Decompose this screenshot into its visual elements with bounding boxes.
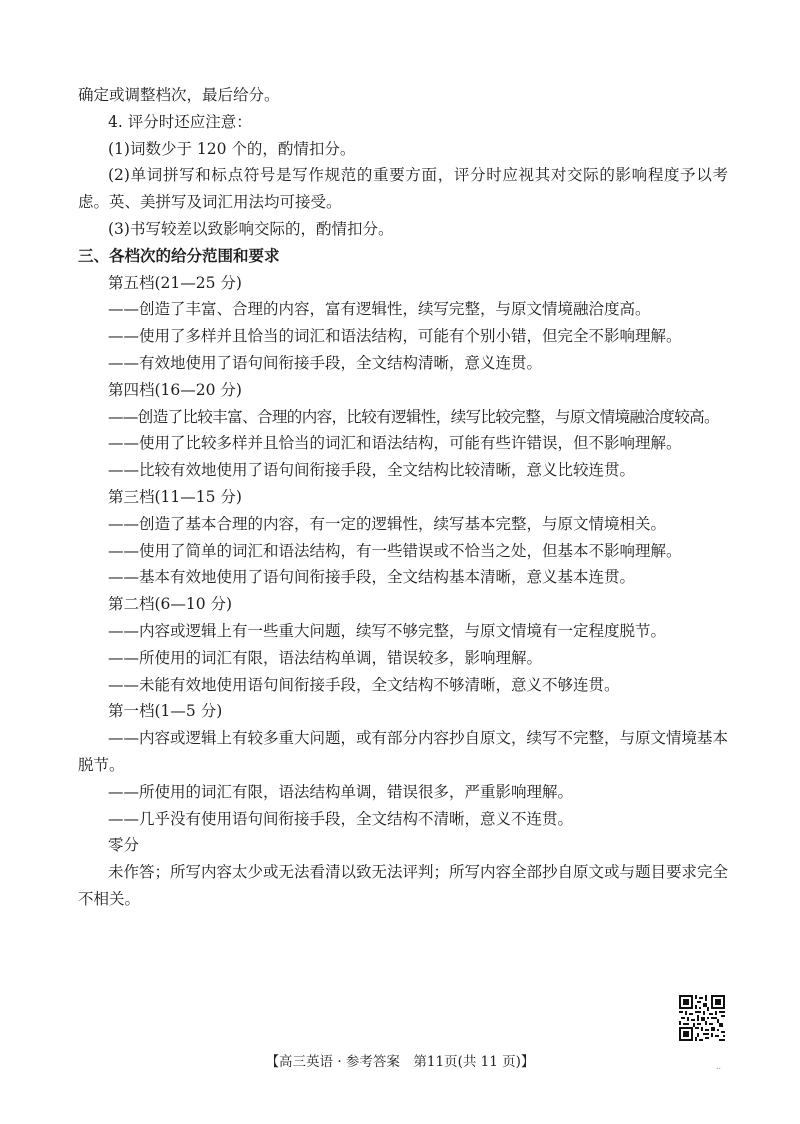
criterion-line: ——内容或逻辑上有一些重大问题，续写不够完整，与原文情境有一定程度脱节。 xyxy=(108,621,667,640)
text-line: (3)书写较差以致影响交际的，酌情扣分。 xyxy=(108,219,394,238)
criterion-line: ——未能有效地使用语句间衔接手段，全文结构不够清晰，意义不够连贯。 xyxy=(108,675,620,694)
text-line: (1)词数少于 120 个的，酌情扣分。 xyxy=(108,139,356,158)
criterion-line: ——创造了比较丰富、合理的内容，比较有逻辑性，续写比较完整，与原文情境融洽度较高。 xyxy=(108,407,719,426)
criterion-line: ——创造了基本合理的内容，有一定的逻辑性，续写基本完整，与原文情境相关。 xyxy=(108,514,667,533)
criterion-line: ——基本有效地使用了语句间衔接手段，全文结构基本清晰，意义基本连贯。 xyxy=(108,568,636,587)
criterion-line: ——比较有效地使用了语句间衔接手段，全文结构比较清晰，意义比较连贯。 xyxy=(108,461,636,480)
corner-mark: .. xyxy=(716,1062,722,1071)
criterion-line: ——创造了丰富、合理的内容，富有逻辑性，续写完整，与原文情境融洽度高。 xyxy=(108,300,651,319)
criterion-line: ——几乎没有使用语句间衔接手段，全文结构不清晰，意义不连贯。 xyxy=(108,809,574,828)
criterion-line: ——使用了简单的词汇和语法结构，有一些错误或不恰当之处，但基本不影响理解。 xyxy=(108,541,682,560)
text-line: 确定或调整档次，最后给分。 xyxy=(78,86,280,104)
grade-heading: 第五档(21—25 分) xyxy=(108,273,242,292)
criterion-line: ——使用了比较多样并且恰当的词汇和语法结构，可能有些许错误，但不影响理解。 xyxy=(108,434,682,453)
criterion-paragraph: ——内容或逻辑上有较多重大问题，或有部分内容抄自原文，续写不完整，与原文情境基本脱节。 xyxy=(78,729,729,774)
criterion-line: ——所使用的词汇有限，语法结构单调，错误较多，影响理解。 xyxy=(108,648,543,667)
grade-heading: 第四档(16—20 分) xyxy=(108,380,242,399)
qr-code-icon xyxy=(679,995,725,1041)
criterion-line: ——所使用的词汇有限，语法结构单调，错误很多，严重影响理解。 xyxy=(108,782,574,801)
section-heading: 三、各档次的给分范围和要求 xyxy=(78,246,280,265)
text-paragraph: (2)单词拼写和标点符号是写作规范的重要方面，评分时应视其对交际的影响程度予以考虑。英、美拼写及词汇用法均可接受。 xyxy=(78,166,728,212)
text-paragraph: 未作答；所写内容太少或无法看清以致无法评判；所写内容全部抄自原文或与题目要求完全不相关。 xyxy=(78,863,729,908)
text-line: 4. 评分时还应注意： xyxy=(108,112,252,131)
criterion-line: ——有效地使用了语句间衔接手段，全文结构清晰，意义连贯。 xyxy=(108,353,543,372)
grade-heading: 第一档(1—5 分) xyxy=(108,702,223,721)
grade-heading: 第二档(6—10 分) xyxy=(108,595,233,614)
grade-heading: 第三档(11—15 分) xyxy=(108,487,242,506)
page-footer: 【高三英语 · 参考答案 第11页(共 11 页)】 xyxy=(265,1054,535,1070)
grade-heading: 零分 xyxy=(108,836,140,855)
page-content xyxy=(78,82,728,913)
criterion-line: ——使用了多样并且恰当的词汇和语法结构，可能有个别小错，但完全不影响理解。 xyxy=(108,327,682,346)
